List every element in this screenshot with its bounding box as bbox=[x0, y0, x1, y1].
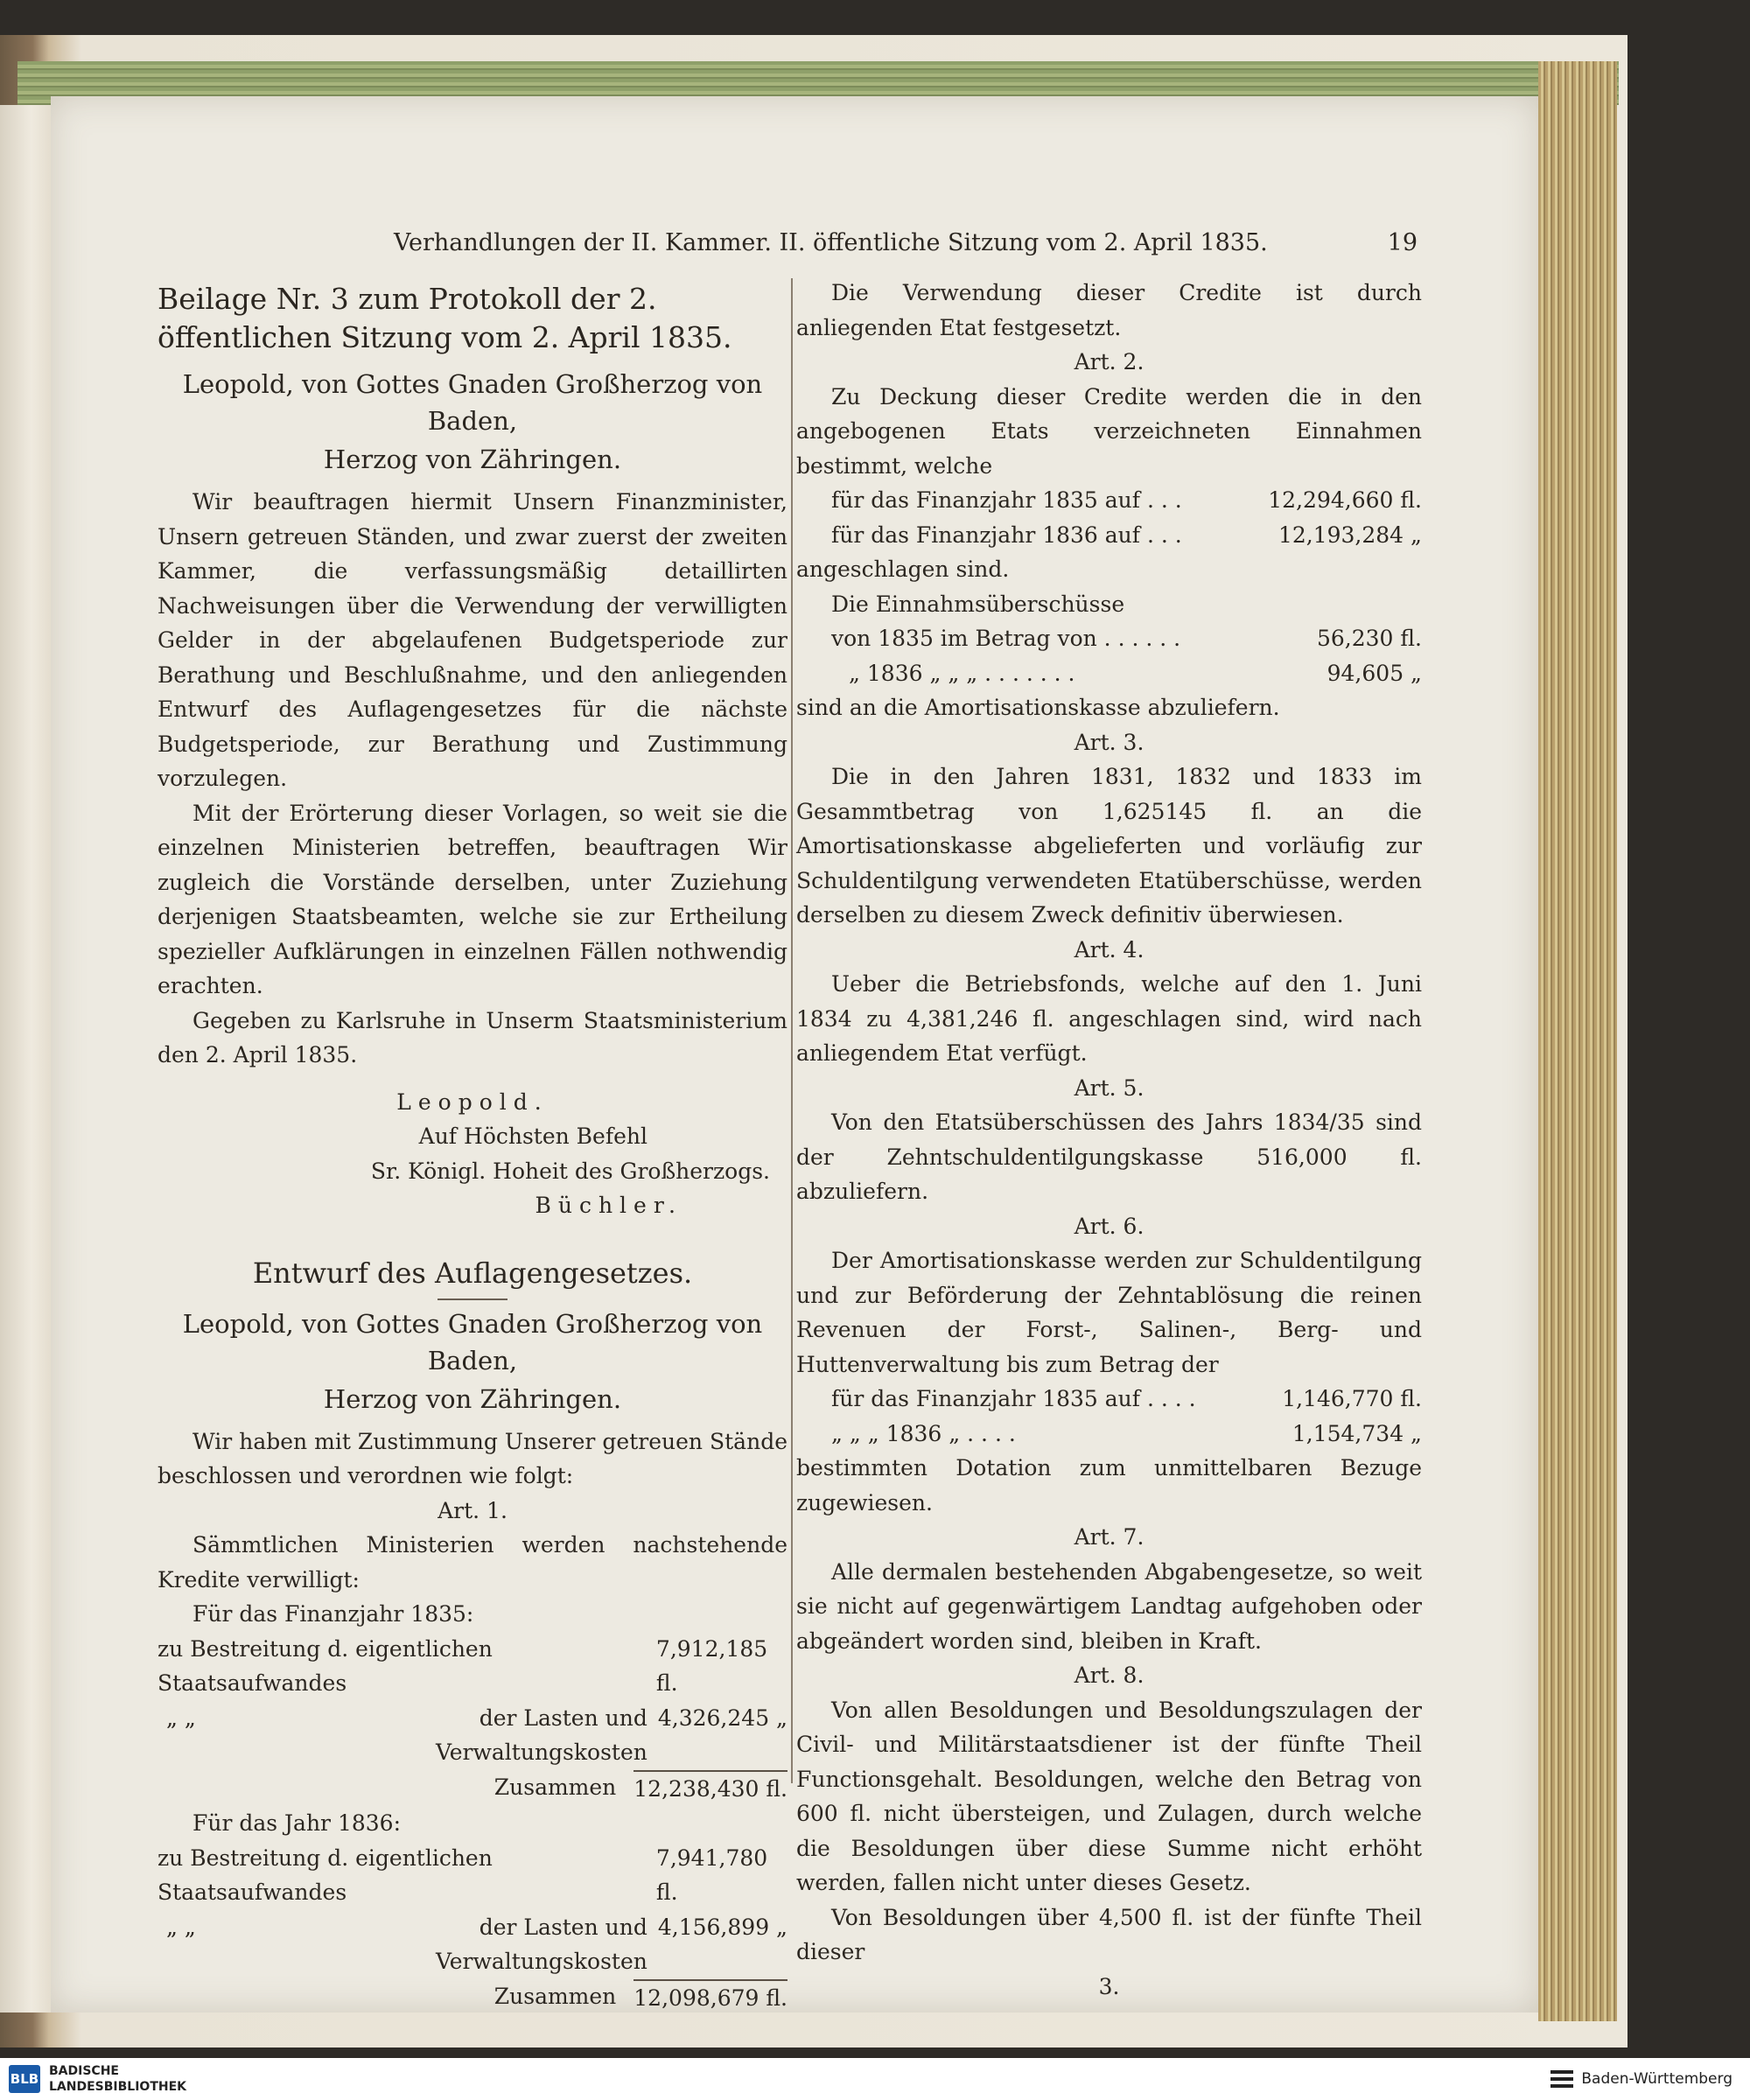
article-1-heading: Art. 1. bbox=[438, 1497, 508, 1523]
row-label: der Lasten und Verwaltungskosten bbox=[436, 1914, 648, 1974]
paragraph-discussion: Mit der Erörterung dieser Vorlagen, so weit sie die einzelnen Ministerien betreffen, beauftragen Wir zugleich die Vorstände derselben, unter Zuziehung derjenigen Staatsbeamten, welche sie zur Ertheilung spezieller Aufklärungen in einzelnen Fällen nothwendig erachten. bbox=[158, 800, 788, 998]
row-value: 1,146,770 fl. bbox=[1282, 1386, 1422, 1411]
paragraph-article-8: Von allen Besoldungen und Besoldungszulagen der Civil- und Militärstaatsdiener ist der fünfte Theil Functionsgehalt. Besoldungen, welche den Betrag von 600 fl. nicht übersteigen, und Zulagen, durch welche die Besoldungen über diese Summe nicht erhöht werden, fallen nicht unter dieses Gesetz. bbox=[796, 1697, 1422, 1895]
draft-law-title: Entwurf des Auflagengesetzes. bbox=[252, 1256, 693, 1290]
table-row bbox=[158, 1770, 788, 1807]
left-column bbox=[158, 280, 788, 2015]
article-3-heading: Art. 3. bbox=[1074, 729, 1144, 755]
row-label: Zusammen bbox=[494, 1774, 617, 1800]
table-row bbox=[796, 483, 1422, 518]
paragraph-article-7: Alle dermalen bestehenden Abgabengesetze, so weit sie nicht auf gegenwärtigem Landtag aufgehoben oder abgeändert worden sind, bleiben in Kraft. bbox=[796, 1558, 1422, 1654]
paragraph-revenue-coverage: Zu Deckung dieser Credite werden die in den angebogenen Etats verzeichneten Einnahmen bestimmt, welche bbox=[796, 383, 1422, 479]
article-7-heading: Art. 7. bbox=[1074, 1524, 1144, 1550]
paragraph-credit-use: Die Verwendung dieser Credite ist durch anliegenden Etat festgesetzt. bbox=[796, 280, 1422, 340]
supplement-heading: Beilage Nr. 3 zum Protokoll der 2. öffentlichen Sitzung vom 2. April 1835. bbox=[158, 282, 732, 354]
row-value: 4,156,899 „ bbox=[657, 1914, 788, 1940]
paragraph-assessed: angeschlagen sind. bbox=[796, 556, 1010, 582]
table-row bbox=[158, 1910, 788, 1979]
table-row bbox=[158, 1632, 788, 1701]
paragraph-surplus: Die Einnahmsüberschüsse bbox=[831, 591, 1125, 617]
table-row bbox=[796, 518, 1422, 553]
row-label: „ „ „ 1836 „ . . . . bbox=[831, 1420, 1016, 1446]
viewer-footer bbox=[0, 2058, 1750, 2100]
row-value: 1,154,734 „ bbox=[1292, 1420, 1422, 1446]
row-value: 4,326,245 „ bbox=[657, 1704, 788, 1731]
table-row bbox=[796, 621, 1422, 656]
sovereign2-title-line-2: Herzog von Zähringen. bbox=[323, 1383, 622, 1414]
paragraph-credits: Sämmtlichen Ministerien werden nachstehende Kredite verwilligt: bbox=[158, 1532, 788, 1592]
library-name-line-1: BADISCHE bbox=[49, 2064, 119, 2078]
article-8-heading: Art. 8. bbox=[1074, 1662, 1144, 1688]
article-6-heading: Art. 6. bbox=[1074, 1213, 1144, 1239]
row-label: „ 1836 „ „ „ . . . . . . . bbox=[849, 660, 1075, 686]
row-label: zu Bestreitung d. eigentlichen Staatsaufwandes bbox=[158, 1635, 493, 1696]
paragraph-article-5: Von den Etatsüberschüssen des Jahrs 1834/35 sind der Zehntschuldentilgungskasse 516,000 fl. abzuliefern. bbox=[796, 1110, 1422, 1204]
table-row bbox=[796, 1382, 1422, 1417]
row-value: 7,912,185 fl. bbox=[655, 1635, 768, 1696]
row-value: 94,605 „ bbox=[1326, 660, 1422, 686]
title-rule bbox=[438, 1298, 508, 1300]
ditto-marks: „ „ bbox=[166, 1914, 196, 1940]
paragraph-commission: Wir beauftragen hiermit Unsern Finanzminister, Unsern getreuen Ständen, und zwar zuerst der zweiten Kammer, die verfassungsmäßig detaillirten Nachweisungen über die Verwendung der verwilligten Gelder in der abgelaufenen Budgetsperiode zur Berathung und Beschlußnahme, und den anliegenden Entwurf des Auflagengesetzes für die nächste Budgetsperiode, zur Berathung und Zustimmung vorzulegen. bbox=[158, 489, 788, 791]
paragraph-dotation: bestimmten Dotation zum unmittelbaren Bezuge zugewiesen. bbox=[796, 1455, 1422, 1516]
table-row bbox=[158, 1841, 788, 1910]
state-name[interactable]: Baden-Württemberg bbox=[1581, 2070, 1732, 2088]
article-2-heading: Art. 2. bbox=[1074, 349, 1144, 374]
table-row bbox=[796, 1417, 1422, 1452]
column-divider bbox=[791, 278, 793, 1783]
row-value: 7,941,780 fl. bbox=[655, 1844, 768, 1905]
paragraph-article-8-cont: Von Besoldungen über 4,500 fl. ist der fünfte Theil dieser bbox=[796, 1904, 1422, 1964]
page-number: 19 bbox=[1387, 229, 1418, 256]
table-row bbox=[158, 1979, 788, 2016]
paragraph-given-at: Gegeben zu Karlsruhe in Unserm Staatsministerium den 2. April 1835. bbox=[158, 1007, 788, 1068]
fiscal-year-1836-heading: Für das Jahr 1836: bbox=[192, 1810, 402, 1836]
blb-logo-icon[interactable]: BLB bbox=[9, 2065, 40, 2093]
table-row bbox=[796, 656, 1422, 691]
article-4-heading: Art. 4. bbox=[1074, 936, 1144, 962]
row-label: für das Finanzjahr 1835 auf . . . bbox=[831, 487, 1182, 513]
row-label: von 1835 im Betrag von . . . . . . bbox=[831, 626, 1181, 651]
row-value: 12,294,660 fl. bbox=[1268, 487, 1422, 513]
ditto-marks: „ „ bbox=[166, 1704, 196, 1731]
row-value: 12,238,430 fl. bbox=[634, 1770, 788, 1807]
running-head-title: Verhandlungen der II. Kammer. II. öffentliche Sitzung vom 2. April 1835. bbox=[394, 229, 1268, 256]
signature-leopold: Leopold. bbox=[396, 1088, 549, 1115]
order-line-2: Sr. Königl. Hoheit des Großherzogs. bbox=[370, 1158, 770, 1184]
state-lions-icon[interactable] bbox=[1549, 2067, 1575, 2091]
row-label: Zusammen bbox=[494, 1983, 617, 2009]
sovereign-title-line-1: Leopold, von Gottes Gnaden Großherzog von Baden, bbox=[182, 369, 763, 436]
library-name[interactable] bbox=[49, 2063, 186, 2095]
row-label: für das Finanzjahr 1835 auf . . . . bbox=[831, 1386, 1196, 1411]
row-value: 12,098,679 fl. bbox=[634, 1979, 788, 2016]
fiscal-year-1835-heading: Für das Finanzjahr 1835: bbox=[192, 1601, 474, 1627]
page-block-edge bbox=[1538, 61, 1617, 2021]
sovereign2-title-line-1: Leopold, von Gottes Gnaden Großherzog von Baden, bbox=[182, 1308, 763, 1376]
row-label: der Lasten und Verwaltungskosten bbox=[436, 1704, 648, 1765]
sovereign-title-line-2: Herzog von Zähringen. bbox=[323, 444, 622, 474]
paragraph-article-4: Ueber die Betriebsfonds, welche auf den 1. Juni 1834 zu 4,381,246 fl. angeschlagen sind, wird nach anliegendem Etat verfügt. bbox=[796, 971, 1422, 1066]
right-column bbox=[796, 276, 1422, 2004]
row-label: zu Bestreitung d. eigentlichen Staatsaufwandes bbox=[158, 1844, 493, 1905]
countersignature: Büchler. bbox=[535, 1193, 682, 1218]
paragraph-enactment: Wir haben mit Zustimmung Unserer getreuen Stände beschlossen und verordnen wie folgt: bbox=[158, 1428, 788, 1488]
order-line-1: Auf Höchsten Befehl bbox=[418, 1124, 648, 1149]
article-5-heading: Art. 5. bbox=[1074, 1074, 1144, 1101]
table-row bbox=[158, 1701, 788, 1770]
row-label: für das Finanzjahr 1836 auf . . . bbox=[831, 522, 1182, 548]
row-value: 56,230 fl. bbox=[1316, 626, 1422, 651]
previous-page-gutter bbox=[0, 105, 52, 2012]
signature-mark: 3. bbox=[1098, 1973, 1120, 1999]
paragraph-article-3: Die in den Jahren 1831, 1832 und 1833 im Gesammtbetrag von 1,625145 fl. an die Amortisationskasse abgelieferten und vorläufig zur Schuldentilgung verwendeten Etatüberschüsse, werden derselben zu diesem Zweck definitiv überwiesen. bbox=[796, 764, 1422, 928]
row-value: 12,193,284 „ bbox=[1278, 522, 1422, 548]
library-name-line-2: LANDESBIBLIOTHEK bbox=[49, 2080, 187, 2094]
paragraph-deliver: sind an die Amortisationskasse abzuliefern. bbox=[796, 695, 1280, 720]
paragraph-article-6: Der Amortisationskasse werden zur Schuldentilgung und zur Beförderung der Zehntablösung die reinen Revenuen der Forst-, Salinen-, Berg- und Huttenverwaltung bis zum Betrag der bbox=[796, 1248, 1422, 1377]
